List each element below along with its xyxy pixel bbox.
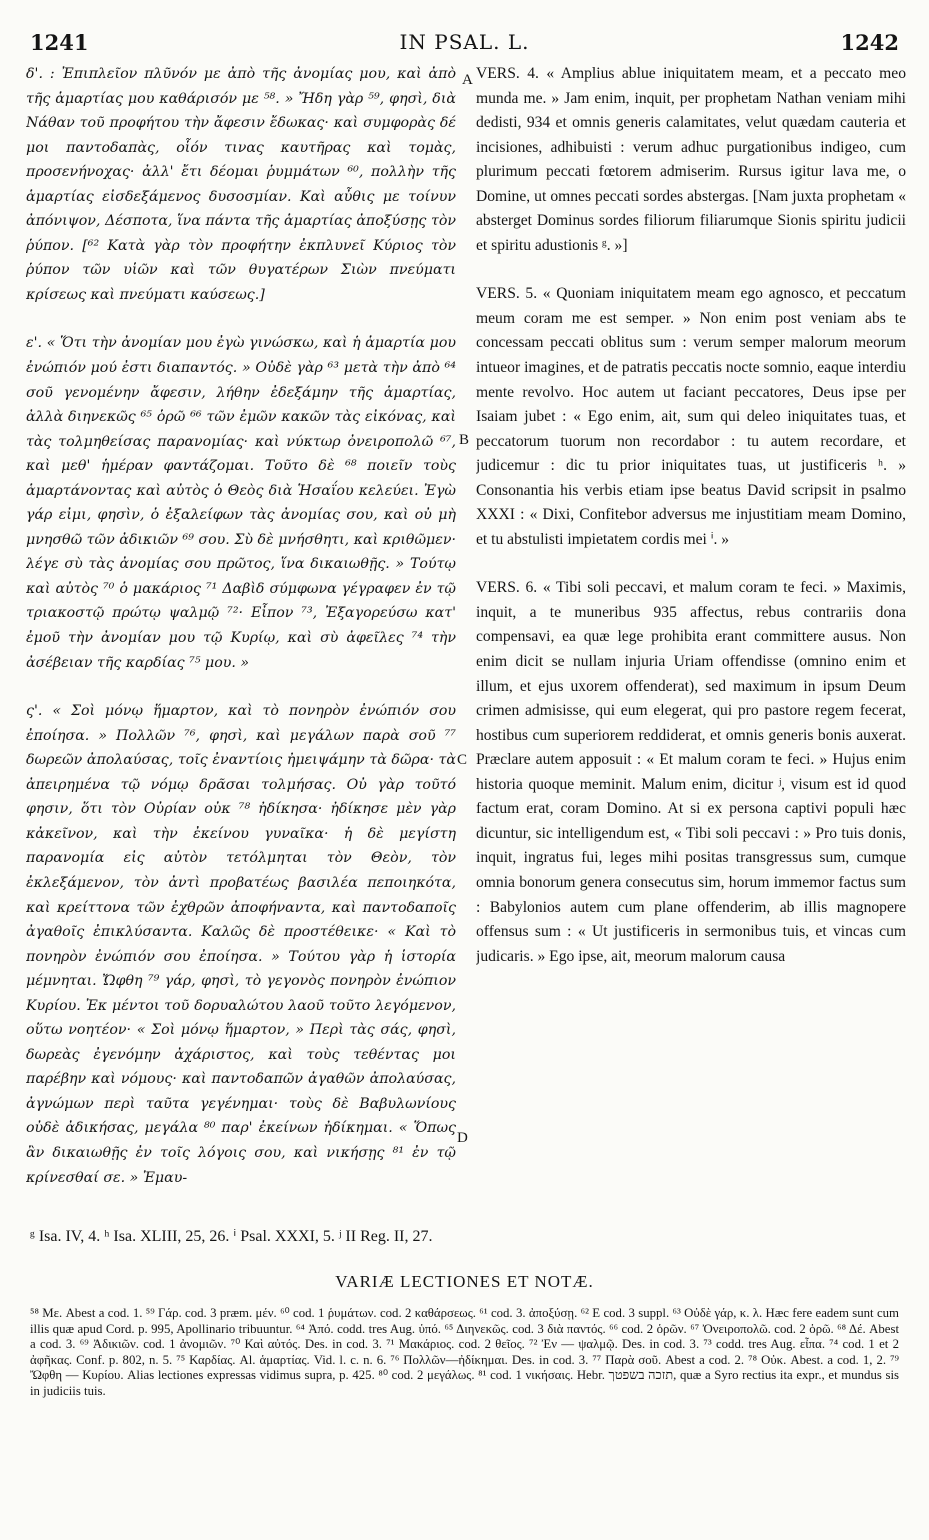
margin-letter-b: B (459, 432, 470, 448)
latin-paragraph-verse-5: VERS. 5. « Quoniam iniquitatem meam ego agnosco, et peccatum meum coram me est semper. » Non enim post veniam abs te concessam peccati oblitus sum : verum semper malorum meorum intueor imagines, et de patratis peccatis nocte somnio, eaque interdiu mente revolvo. Hoc autem ut faciant peccatores, Deus ipse per Isaiam jubet : « Ego enim, ait, sum qui deleo iniquitates tuas, et peccatorum tuorum non recordabor : tu autem recordare, et judicemur : dic tu prior iniquitates tuas, ut justificeris ʰ. » Consonantia his verbis etiam ipse beatus David scripsit in psalmo XXXI : « Dixi, Confitebor adversus me injustitiam meam Domino, et tu abstulisti impietatem cordis mei ⁱ. » (476, 285, 906, 548)
notes-title: VARIÆ LECTIONES ET NOTÆ. (335, 1272, 594, 1291)
greek-paragraph-verse-5: ε'. « Ὅτι τὴν ἀνομίαν μου ἐγὼ γινώσκω, καὶ ἡ ἁμαρτία μου ἐνώπιόν μού ἐστι διαπαντός. » Οὐδὲ γὰρ ⁶³ μετὰ τὴν ἀπὸ ⁶⁴ σοῦ γενομένην ἄφεσιν, λήθην ἐδεξάμην τῆς ἁμαρτίας, ἀλλὰ διηνεκῶς ⁶⁵ ὁρῶ ⁶⁶ τῶν ἐμῶν κακῶν τὰς εἰκόνας, καὶ τὰς τολμηθείσας παρανομίας· καὶ νύκτωρ ὀνειροπολῶ ⁶⁷, καὶ μεθ' ἡμέραν φαντάζομαι. Τοῦτο δὲ ⁶⁸ ποιεῖν τοὺς ἁμαρτάνοντας καὶ αὐτὸς ὁ Θεὸς διὰ Ἡσαΐου κελεύει. Ἐγὼ γάρ εἰμι, φησὶν, ὁ ἐξαλείφων τὰς ἀνομίας σου, καὶ οὐ μὴ μνησθῶ τῶν ἀδικιῶν ⁶⁹ σου. Σὺ δὲ μνήσθητι, καὶ κριθῶμεν· λέγε σὺ τὰς ἀνομίας σου πρῶτος, ἵνα δικαιωθῇς. » Τούτῳ καὶ αὐτὸς ⁷⁰ ὁ μακάριος ⁷¹ Δαβὶδ σύμφωνα γέγραφεν ἐν τῷ τριακοστῷ πρώτῳ ψαλμῷ ⁷²· Εἶπον ⁷³, Ἐξαγορεύσω κατ' ἐμοῦ τὴν ἀνομίαν μου τῷ Κυρίῳ, καὶ σὺ ἀφεῖλες ⁷⁴ τὴν ἀσέβειαν τῆς καρδίας ⁷⁵ μου. » (26, 335, 456, 671)
latin-column (476, 62, 906, 1210)
latin-paragraph-verse-4: VERS. 4. « Amplius ablue iniquitatem meam, et a peccato meo munda me. » Jam enim, inquit, per prophetam Nathan veniam mihi dedisti, 934 et omnis generis calamitates, velut quædam cauteria et incisiones, adhibuisti : verum adhuc purgationibus indigeo, cum plurimum peccati fœtorem admiserim. Rursus igitur lava me, o Domine, ut omnes peccati sordes abstergas. [Nam juxta prophetam « absterget Dominus sordes filiorum filiarumque Sionis spiritu judicii et spiritu adustionis ᵍ. »] (476, 65, 906, 254)
running-title: IN PSAL. L. (399, 30, 530, 54)
greek-paragraph-verse-4: δ'. : Ἐπιπλεῖον πλῦνόν με ἀπὸ τῆς ἀνομίας μου, καὶ ἀπὸ τῆς ἁμαρτίας μου καθάρισόν με ⁵⁸. » Ἤδη γὰρ ⁵⁹, φησὶ, διὰ Νάθαν τοῦ προφήτου τὴν ἄφεσιν ἔδωκας· καὶ συμφορὰς δέ μοι παντοδαπὰς, οἷόν τινας καυτῆρας καὶ τομὰς, προσενήνοχας· ἀλλ' ἔτι δέομαι ῥυμμάτων ⁶⁰, πολλὴν τῆς ἁμαρτίας εἰσδεξάμενος δυσοσμίαν. Καὶ αὖθις με τοίνυν ἀπόνιψον, Δέσποτα, ἵνα πάντα τῆς ἁμαρτίας ἀποξύσῃς τὸν ῥύπον. [⁶² Κατὰ γὰρ τὸν προφήτην ἐκπλυνεῖ Κύριος τὸν ῥύπον τῶν υἱῶν καὶ τῶν θυγατέρων Σιὼν πνεύματι κρίσεως καὶ πνεύματι καύσεως.] (26, 66, 456, 303)
latin-paragraph-verse-6: VERS. 6. « Tibi soli peccavi, et malum coram te feci. » Maximis, inquit, a te muneribus 935 affectus, rebus contrariis dona compensavi, ea quæ lege prohibita erant committere ausus. Non enim dicit se nullam injuria Uriam offendisse (omnino enim et illum, et ejus uxorem offenderat), sed maximum in ipsum Deum crimen admisisse, qui eum elegerat, qui pro pastore regem fecerat, hostibus cum superiorem reddiderat, et omnis generis bonis auxerat. Præclare autem apposuit : « Et malum coram te feci. » Hujus enim historia quoque meminit. Malum enim, dicitur ʲ, visum est id quod factum erat, coram Domino. At si ex persona captivi populi hæc dicuntur, sic intelligendum est, « Tibi soli peccavi : » Pro tuis donis, inquit, ingratus fui, leges mihi positas transgressus sum, cumque omnia bonorum genera consecutus sim, horum immemor factus sum : Babylonios autem cum plane offenderim, ab illis magnopere offensus sum : « Ut justificeris in sermonibus tuis, et vincas cum judicaris. » Ego ipse, ait, meorum malorum causa (476, 579, 906, 965)
margin-letter-a: A (462, 72, 473, 88)
page-number-right: 1242 (840, 30, 899, 55)
text-columns (26, 62, 906, 1210)
margin-letter-d: D (457, 1130, 468, 1146)
margin-letter-c: C (457, 752, 468, 768)
greek-paragraph-verse-6: ς'. « Σοὶ μόνῳ ἥμαρτον, καὶ τὸ πονηρὸν ἐνώπιόν σου ἐποίησα. » Πολλῶν ⁷⁶, φησὶ, καὶ μεγάλων παρὰ σοῦ ⁷⁷ δωρεῶν ἀπολαύσας, τοῖς ἐναντίοις ἠμειψάμην τὰ δῶρα· τὰ ἀπειρημένα τῷ νόμῳ δρᾶσαι τολμήσας. Οὐ γὰρ τοῦτό φησιν, ὅτι τὸν Οὐρίαν οὐκ ⁷⁸ ἠδίκησα· ἠδίκησε μὲν γὰρ κἀκεῖνον, καὶ τὴν ἐκείνου γυναῖκα· ἡ δὲ μεγίστη παρανομία εἰς αὐτὸν τετόλμηται τὸν Θεὸν, τὸν ἐκλεξάμενον, τὸν ἀντὶ προβατέως βασιλέα πεποιηκότα, καὶ κρείττονα τῶν ἐχθρῶν ἀποφήναντα, καὶ παντοδαποῖς ἀγαθοῖς ἐπικλύσαντα. Καλῶς δὲ προστέθεικε· « Καὶ τὸ πονηρὸν ἐνώπιόν σου ἐποίησα. » Τούτου γὰρ ἡ ἱστορία μέμνηται. Ὤφθη ⁷⁹ γάρ, φησὶ, τὸ γεγονὸς πονηρὸν ἐνώπιον Κυρίου. Ἐκ μέντοι τοῦ δορυαλώτου λαοῦ τοῦτο λεγόμενον, οὕτω νοητέον· « Σοὶ μόνῳ ἥμαρτον, » Περὶ τὰς σάς, φησὶ, δωρεὰς ἐγενόμην ἀχάριστος, καὶ τοὺς τεθέντας μοι παρέβην καὶ νόμους· καὶ παντοδαπῶν ἀγαθῶν ἀπολαύσας, ἀγνώμων περὶ ταῦτα γεγένημαι· τοὺς δὲ Βαβυλωνίους οὐδὲ ἀδικήσας, μεγάλα ⁸⁰ παρ' ἐκείνων ἠδίκημαι. « Ὅπως ἂν δικαιωθῇς ἐν τοῖς λόγοις σου, καὶ νικήσῃς ⁸¹ ἐν τῷ κρίνεσθαί σε. » Ἐμαυ- (26, 703, 456, 1186)
page-header (30, 30, 899, 58)
page-number-left: 1241 (30, 30, 89, 55)
scripture-references: ᵍ Isa. IV, 4. ʰ Isa. XLIII, 25, 26. ⁱ Psal. XXXI, 5. ʲ II Reg. II, 27. (30, 1228, 433, 1245)
variant-readings-notes: ⁵⁸ Με. Abest a cod. 1. ⁵⁹ Γάρ. cod. 3 præm. μέν. ⁶⁰ cod. 1 ῥυμάτων. cod. 2 καθάρσεως. ⁶¹ cod. 3. ἀποξύσῃ. ⁶² E cod. 3 suppl. ⁶³ Οὐδὲ γάρ, κ. λ. Hæc fere eadem sunt cum illis quæ apud Cord. p. 995, Apollinario tribuuntur. ⁶⁴ Ἀπό. codd. tres Aug. ὑπό. ⁶⁵ Διηνεκῶς. cod. 3 διὰ παντός. ⁶⁶ cod. 2 ὁρῶν. ⁶⁷ Ὀνειροπολῶ. cod. 2 ὁρῶ. ⁶⁸ Δέ. Abest a cod. 3. ⁶⁹ Ἀδικιῶν. cod. 1 ἀνομιῶν. ⁷⁰ Καὶ αὐτός. Des. in cod. 3. ⁷¹ Μακάριος. cod. 2 θεῖος. ⁷² Ἐν — ψαλμῷ. Des. in cod. 3. ⁷³ codd. tres Aug. εἶπα. ⁷⁴ cod. 1 et 2 ἀφῆκας. Conf. p. 802, n. 5. ⁷⁵ Καρδίας. Al. ἁμαρτίας. Vid. l. c. n. 6. ⁷⁶ Πολλῶν—ἠδίκημαι. Des. in cod. 3. ⁷⁷ Παρὰ σοῦ. Abest a cod. 2. ⁷⁸ Οὐκ. Abest. a cod. 1, 2. ⁷⁹ Ὤφθη — Κυρίου. Alias lectiones expressas vidimus supra, p. 425. ⁸⁰ cod. 2 μεγάλως. ⁸¹ cod. 1 νικήσαις. Hebr. תזכה בשפטך, quæ a Syro rectius ita expr., et mundus sis in judiciis tuis. (30, 1306, 899, 1398)
greek-column (26, 62, 456, 1210)
